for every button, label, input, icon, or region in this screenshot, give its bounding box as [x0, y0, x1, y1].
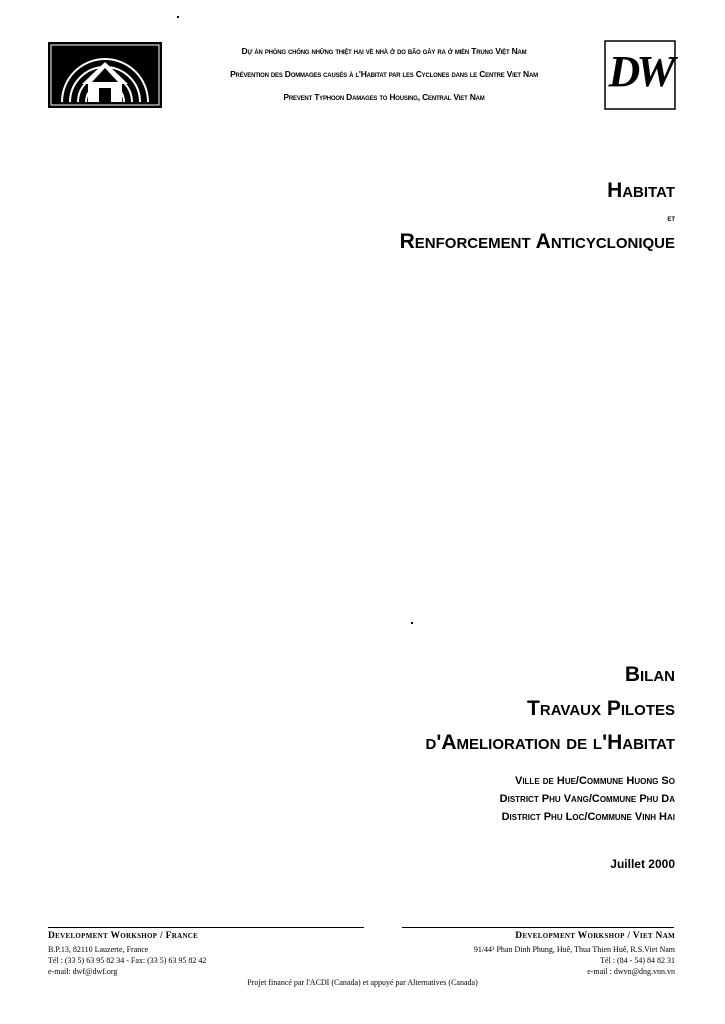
speck-middle — [411, 622, 413, 624]
location-phu-loc: District Phu Loc/Commune Vinh Hai — [501, 811, 675, 823]
footer-right-org: Development Workshop / Viet Nam — [515, 931, 675, 941]
footer-left-phone: Tél : (33 5) 63 95 82 34 - Fax: (33 5) 63 95 82 42 — [48, 956, 207, 965]
speck-top — [177, 16, 179, 18]
footer-right-address: 91/44³ Phan Dinh Phung, Huê, Thua Thien Huê, R.S.Viet Nam — [473, 945, 675, 954]
report-amelioration: d'Amelioration de l'Habitat — [425, 731, 675, 754]
location-phu-vang: District Phu Vang/Commune Phu Da — [499, 793, 675, 805]
header-line-english: Prevent Typhoon Damages to Housing, Central Viet Nam — [283, 92, 485, 102]
title-connector: et — [667, 213, 675, 223]
report-travaux-pilotes: Travaux Pilotes — [527, 697, 675, 720]
footer-left-address: B.P.13, 82110 Lauzerte, France — [48, 945, 149, 954]
footer-funding: Projet financé par l'ACDI (Canada) et appuyé par Alternatives (Canada) — [247, 978, 478, 987]
footer-left-email: e-mail: dwf@dwf.org — [48, 967, 118, 976]
dw-logo-text: DW — [608, 47, 672, 96]
footer-rule-right — [402, 927, 674, 928]
footer-rule-left — [48, 927, 364, 928]
house-typhoon-emblem-icon — [48, 42, 162, 108]
footer-right-phone: Tél : (84 - 54) 84 82 31 — [600, 956, 675, 965]
location-hue: Ville de Hue/Commune Huong So — [514, 775, 675, 787]
project-logo — [48, 42, 162, 108]
header-line-vietnamese: Dự án phòng chống những thiệt hại về nhà ở do bão gây ra ở miền Trung Việt Nam — [241, 46, 527, 56]
report-bilan: Bilan — [624, 663, 675, 686]
title-renforcement: Renforcement Anticyclonique — [399, 230, 675, 253]
header-line-french: Prévention des Dommages causés à l'Habitat par les Cyclones dans le Centre Viet Nam — [230, 69, 538, 79]
report-date: Juillet 2000 — [610, 857, 675, 871]
footer-right-email: e-mail : dwvn@dng.vnn.vn — [587, 967, 675, 976]
title-habitat: Habitat — [607, 179, 675, 202]
dw-logo — [604, 40, 676, 110]
footer-left-org: Development Workshop / France — [48, 931, 199, 941]
